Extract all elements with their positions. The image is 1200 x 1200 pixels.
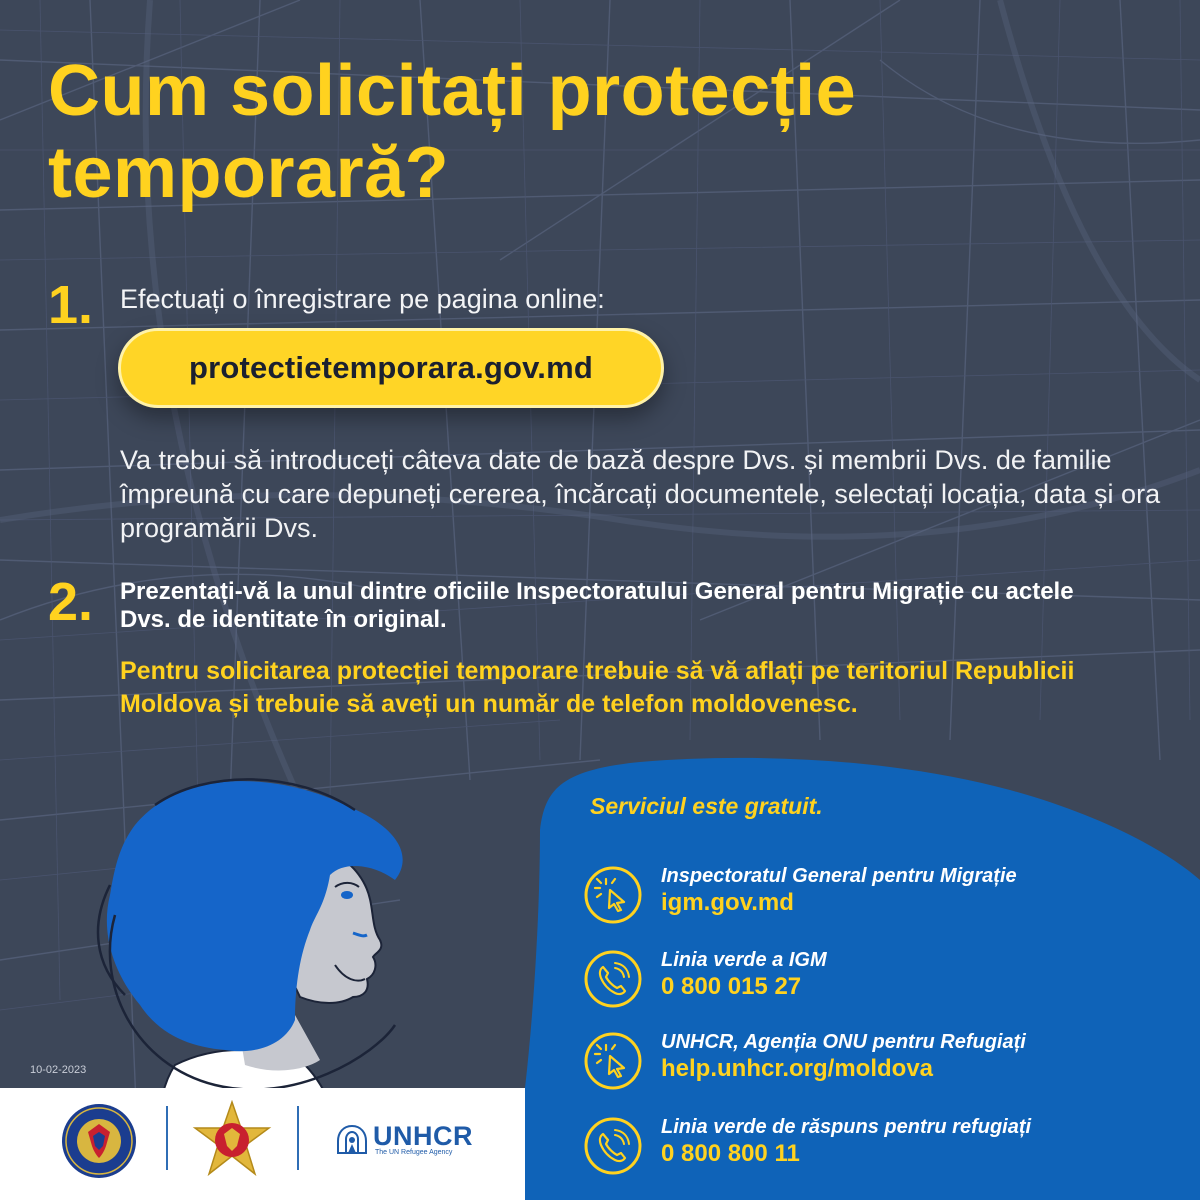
click-cursor-icon xyxy=(584,1032,642,1090)
contact-igm-hotline[interactable] xyxy=(584,948,1184,1008)
contact-unhcr-website[interactable] xyxy=(584,1030,1184,1090)
logo-divider xyxy=(297,1106,299,1170)
contact-label: Inspectoratul General pentru Migrație xyxy=(661,865,1017,887)
title-line-1: Cum solicitați protecție xyxy=(48,51,857,131)
logo-divider xyxy=(166,1106,168,1170)
title-line-2: temporară? xyxy=(48,133,450,213)
contact-value-phone[interactable]: 0 800 800 11 xyxy=(661,1140,800,1167)
step-1-details: Va trebui să introduceți câteva date de bază despre Dvs. și membrii Dvs. de familie împreună cu care depuneți cererea, încărcați documentele, selectați locația, data și ora programării Dvs. xyxy=(120,445,1161,543)
phone-icon xyxy=(584,950,642,1008)
unhcr-wordmark: UNHCR xyxy=(373,1121,473,1151)
contact-label: UNHCR, Agenția ONU pentru Refugiați xyxy=(661,1031,1026,1053)
contact-igm-website[interactable] xyxy=(584,864,1184,924)
phone-icon xyxy=(584,1117,642,1175)
unhcr-logo xyxy=(335,1120,485,1160)
unhcr-tagline: The UN Refugee Agency xyxy=(375,1149,453,1156)
step-1-text: Efectuați o înregistrare pe pagina online: xyxy=(120,284,605,314)
contact-label: Linia verde de răspuns pentru refugiați xyxy=(661,1116,1032,1138)
contact-value-link[interactable]: help.unhcr.org/moldova xyxy=(661,1055,934,1082)
police-emblem-logo xyxy=(192,1100,272,1180)
step-1-number: 1. xyxy=(48,275,94,335)
eligibility-note: Pentru solicitarea protecției temporare trebuie să vă aflați pe teritoriul Republicii Moldova și trebuie să aveți un număr de telefon moldovenesc. xyxy=(120,657,1075,718)
contact-value-phone[interactable]: 0 800 015 27 xyxy=(661,973,802,1000)
free-service-label: Serviciul este gratuit. xyxy=(590,793,823,819)
contact-refugee-hotline[interactable] xyxy=(584,1115,1184,1175)
government-seal-logo xyxy=(60,1102,138,1180)
unhcr-shelter-icon xyxy=(335,1123,369,1157)
contact-label: Linia verde a IGM xyxy=(661,949,827,971)
click-cursor-icon xyxy=(584,866,642,924)
step-2-number: 2. xyxy=(48,572,94,632)
publication-date: 10-02-2023 xyxy=(30,1064,87,1076)
step-2-text: Prezentați-vă la unul dintre oficiile Inspectoratului General pentru Migrație cu actele Dvs. de identitate în original. xyxy=(120,578,1074,633)
registration-url-label: protectietemporara.gov.md xyxy=(188,350,594,385)
contact-value-link[interactable]: igm.gov.md xyxy=(661,889,794,916)
